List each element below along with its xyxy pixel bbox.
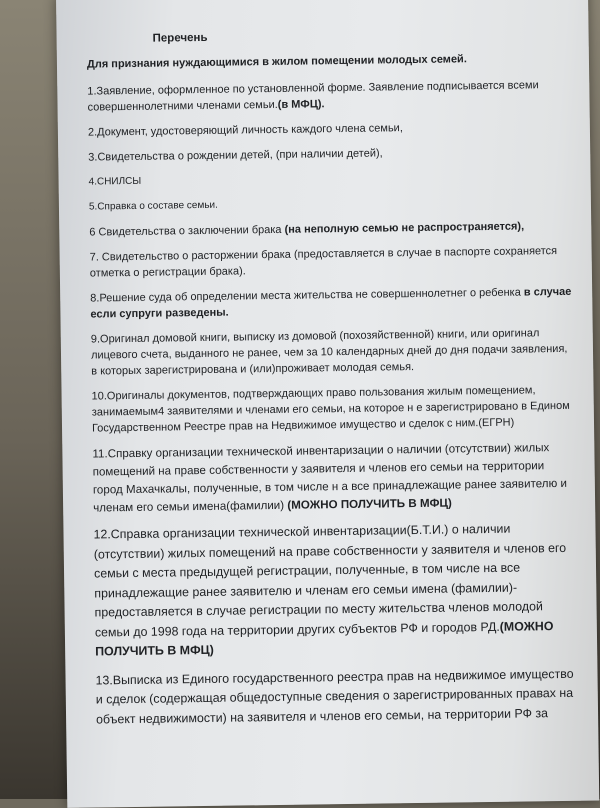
list-item-2: 2.Документ, удостоверяющий личность каждого члена семьи, xyxy=(87,122,403,139)
list-item-7: 7. Свидетельство о расторжении брака (предоставляется в случае в паспорте сохраняется отметка о регистрации брака). xyxy=(89,245,558,280)
document-subtitle: Для признания нуждающимися в жилом помещении молодых семей. xyxy=(86,53,467,71)
list-item-10: 10.Оригиналы документов, подтверждающих право пользования жилым помещением, занимаемым4 заявителями и членами его семьи, на которое н е зарегистрировано в Едином Государственном Реестре прав на Недвижимое имущество и сделок с ним.(ЕГРН) xyxy=(91,384,570,435)
list-item-1: 1.Заявление, оформленное по установленной форме. Заявление подписывается всеми совершеннолетними членами семьи.(в МФЦ). xyxy=(87,79,539,114)
list-item-11: 11.Справку организации технической инвентаризации о наличии (отсутствии) жилых помещений на праве собственности у заявителя и членов его семьи на территории город Махачкалы, полученные, в том числе н а все принадлежащие ранее заявителю и членам его семьи имена(фамилии) (МОЖНО ПОЛУЧИТЬ В МФЦ) xyxy=(92,441,568,515)
list-item-12: 12.Справка организации технической инвентаризации(Б.Т.И.) о наличии (отсутствии) жилых помещений на праве собственности у заявителя и членов его семьи с места предыдущей регистрации, полученные, в том числе на все принадлежащие ранее заявителю и членам его семьи имена (фамилии)- предоставляется в случае регистрации по месту жительства членов молодой семьи до 1998 года на территории других субъектов РФ и городов РД.(МОЖНО ПОЛУЧИТЬ В МФЦ) xyxy=(93,521,567,659)
document-title: Перечень xyxy=(152,31,208,45)
list-item-4: 4.СНИЛСЫ xyxy=(88,175,142,188)
list-item-8: 8.Решение суда об определении места жительства не совершеннолетнег о ребенка в случае если супруги разведены. xyxy=(90,285,572,321)
document-page xyxy=(56,0,599,808)
list-item-6: 6 Свидетельства о заключении брака (на неполную семью не распространяется), xyxy=(89,220,525,239)
list-item-13: 13.Выписка из Единого государственного реестра прав на недвижимое имущество и сделок (содержащая общедоступные сведения о зарегистрированных правах на объект недвижимости) на заявителя и членов его семьи, на территории РФ за xyxy=(95,666,574,727)
list-item-9: 9.Оригинал домовой книги, выписку из домовой (похозяйственной) книги, или оригинал лицевого счета, выданного не ранее, чем за 10 календарных дней до дня подачи заявления, в которых зарегистрирована и (или)проживает молодая семья. xyxy=(90,327,568,378)
list-item-5: 5.Справка о составе семьи. xyxy=(88,199,218,213)
document-content xyxy=(56,0,598,730)
list-item-3: 3.Свидетельства о рождении детей, (при наличии детей), xyxy=(88,147,383,164)
